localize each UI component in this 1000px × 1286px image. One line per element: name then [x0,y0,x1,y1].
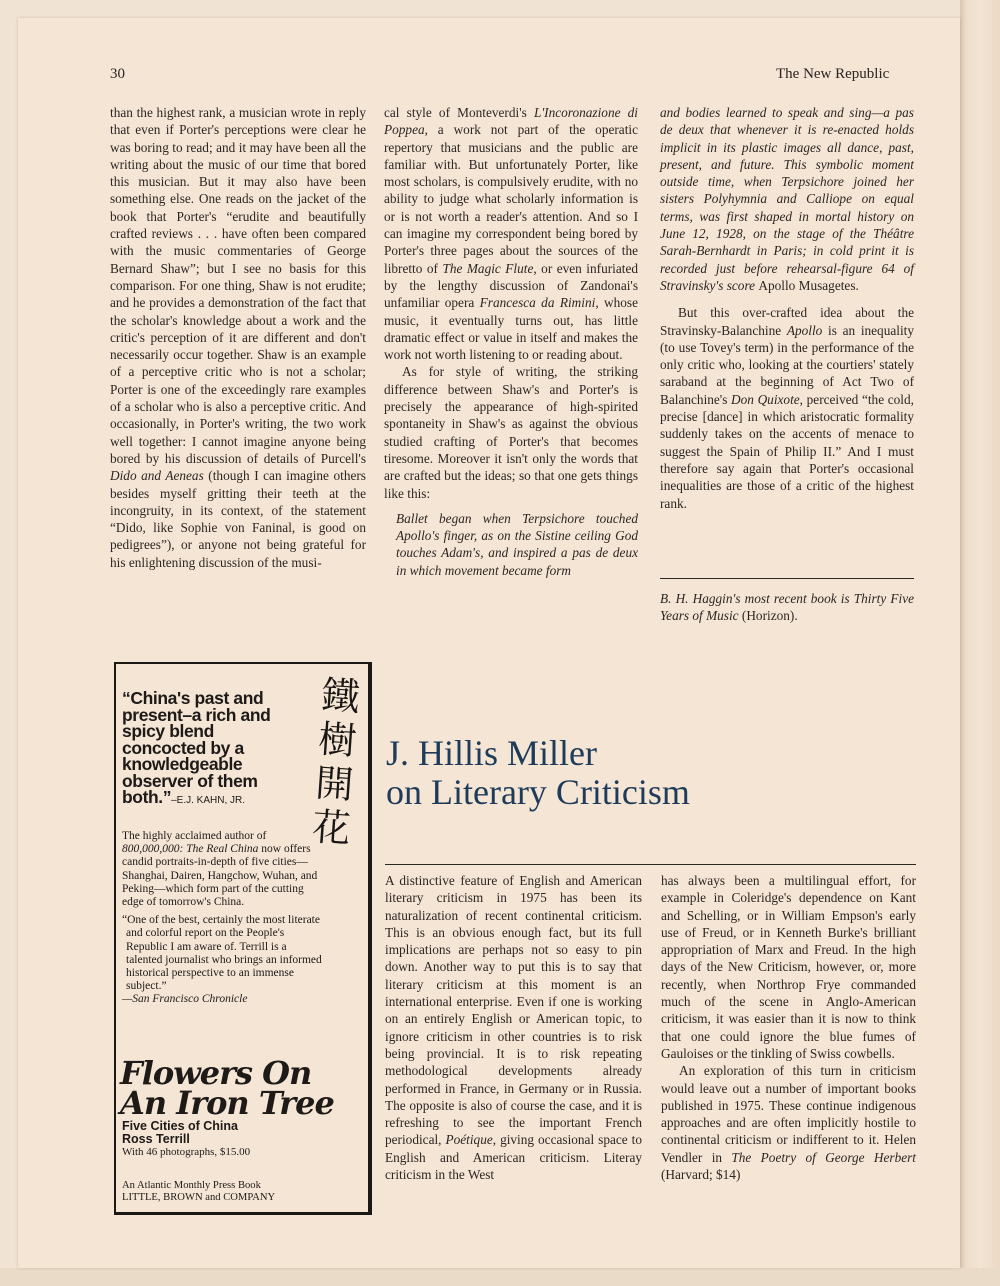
chinese-calligraphy [306,673,366,852]
book-advertisement [114,662,372,1215]
ad-pull-quote [122,690,302,810]
review-column-1 [110,104,366,571]
review-column-3 [660,104,914,512]
text-run: , giving occasional space to English and American criticism. Literay criticism in the West [385,1132,643,1183]
text-run: (though I can imagine others besides myself gritting their teeth at the incongruity, in its context, of the statement “Dido, like Sophie von Faninal, is good on pedigrees”), or anyone not being grateful for his enlightening discussion of the musi- [110,468,366,570]
text-run: (Horizon). [738,608,798,624]
ad-publisher-name: LITTLE, BROWN and COMPANY [122,1192,276,1203]
ad-author: Ross Terrill [122,1132,190,1146]
calligraphy-char: 開 [313,760,355,808]
title-poetique: Poétique [445,1132,493,1148]
title-apollo: Apollo [786,322,823,338]
ad-review-source: —San Francisco Chronicle [122,993,248,1006]
right-page-edge [960,0,1000,1286]
title-800000000: 800,000,000: The Real China [122,843,259,856]
text-run: now offers candid portraits-in-depth of five cities—Shanghai, Dairen, Hangchow, Wuhan, and Peking—which form part of the cutting edge of tomorrow's China. [122,843,318,909]
text-run: cal style of Monteverdi's [384,105,534,120]
review-paragraph [384,104,638,363]
article-headline [386,734,906,812]
bottom-page-edge [0,1268,1000,1286]
article-paragraph [661,1062,916,1183]
text-run: and bodies learned to speak and sing—a pas de deux that whenever it is re-enacted holds implicit in its plastic images all dance, past, present, and future. This symbolic moment outside time, when Terpsichore joined her sisters Polyhymnia and Calliope on equal terms, was first shaped in mortal history on June 12, 1928, on the stage of the Théâtre Sarah-Bernhardt in Paris; in cold print it is recorded just before rehearsal-figure 64 of Stravinsky's score [660,105,914,293]
title-poetry-of-herbert: The Poetry of George Herbert [731,1149,916,1165]
ad-quote-text: “China's past and present–a rich and spicy blend concocted by a knowledgeable observer of them both.” [122,688,271,807]
ad-book-title [120,1054,360,1122]
ad-body [122,830,322,1012]
ad-publisher-line: An Atlantic Monthly Press Book [122,1180,261,1191]
article-paragraph: has always been a multilingual effort, for example in Coleridge's dependence on Kant and Schelling, or in William Empson's early use of Freud, or in Kenneth Burke's brilliant appropriation of Marx and Freud. In the high days of the New Criticism, however, or, more recently, when Northrop Frye commanded much of the scene in Anglo-American criticism, it was easier than it is now to think that one could ignore the blue fumes of Gauloises or the tinkling of Swiss cowbells. [661,873,916,1061]
block-quote: Ballet began when Terpsichore touched Apollo's finger, as on the Sistine ceiling God touches Adam's, and inspired a pas de deux in which movement became form [396,510,638,578]
calligraphy-char: 花 [310,804,352,852]
ad-subtitle: Five Cities of China [122,1119,238,1133]
author-bio [660,590,914,625]
text-run: B. H. Haggin's most recent book is [660,591,854,606]
text-run: But this over-crafted idea about the Stravinsky-Balanchine [660,305,914,338]
author-bio-text [660,590,914,625]
ad-description [122,830,322,909]
article-rule [385,864,916,865]
text-run: An exploration of this turn in criticism would leave out a number of important books published in 1975. These continue indigenous approaches and are often implicitly hostile to continental criticism or indifferent to it. Helen Vendler in [661,1063,916,1165]
calligraphy-char: 鐵 [320,672,362,720]
title-dido: Dido and Aeneas [110,468,204,484]
page-number: 30 [110,66,125,82]
ad-price: With 46 photographs, $15.00 [122,1146,251,1158]
headline-line: on Literary Criticism [386,772,690,812]
title-francesca: Francesca da Rimini [479,295,596,311]
text-run: A distinctive feature of English and American literary criticism in 1975 has been its naturalization of recent continental criticism. This is an obvious enough fact, but its full implications are perhaps not so easy to pin down. Another way to put this is to say that literary criticism at this moment is an international enterprise. Even if one is working on an entirely English or American topic, to ignore criticism in other countries is to risk being provincial. It is to risk repeating methodological developments already performed in France, in Germany or in Russia. The opposite is also of course the case, and it is refreshing to see the important French periodical, [385,873,642,1148]
article-column-2 [661,872,916,1183]
text-run: , or even infuriated by the lengthy discussion of Zandonai's unfamiliar opera [384,260,638,311]
title-thirty-five-years: Thirty Five Years of Music [660,591,915,624]
review-column-2 [384,104,638,579]
text-run: . [855,277,859,293]
ad-review-quote: “One of the best, certainly the most literate and colorful report on the People's Republic I am aware of. Terrill is a talented journalist who brings an informed historical perspective to an immense subject.” [122,914,322,993]
text-run: , a work not part of the operatic repertory that musicians and the public are familiar with. But unfortunately Porter, like most scholars, is compulsively erudite, with no ability to judge what scholarly information is or is not worth a reader's attention. And so I can imagine my correspondent being bored by Porter's three pages about the sources of the libretto of [384,122,638,276]
calligraphy-char: 樹 [317,716,359,764]
title-poppea: L'Incoronazione di Poppea [384,105,638,138]
signature-rule [660,578,914,579]
review-paragraph [660,304,914,512]
headline-line: J. Hillis Miller [386,733,598,773]
ad-publisher [122,1180,342,1204]
article-paragraph [385,872,642,1183]
text-run: than the highest rank, a musician wrote in reply that even if Porter's perceptions were clear he was boring to read; and it may have been all the writing about the music of our time that bored this musician. But it may also have been something else. One reads on the jacket of the book that Porter's “erudite and beautifully crafted reviews . . . have often been compared with the music commentaries of George Bernard Shaw”; but I see no basis for this comparison. For one thing, Shaw is not erudite; and he provides a demonstration of the fact that the scholar's knowledge about a work and the critic's perception of it are different and don't necessarily occur together. Shaw is an example of a perceptive critic who is not a scholar; Porter is one of the exceedingly rare examples of a scholar who is also a perceptive critic. And occasionally, in Porter's writing, the two work well together: I cannot imagine anyone being bored by his discussion of details of Purcell's [110,105,366,466]
ad-book-details [122,1120,342,1159]
ad-title-line: Flowers On [120,1054,312,1092]
text-run: , whose music, it eventually turns out, has little dramatic effect or value in itself and makes the work not worth listening to or reading about. [384,295,638,363]
text-run: , perceived “the cold, precise [dance] in which aristocratic formality suddenly takes on the accents of menace to suggest the Spain of Philip II.” And I must therefore say again that Porter's occasional inequalities are those of a critic of the highest rank. [660,391,914,511]
ad-title-line: An Iron Tree [120,1084,334,1122]
text-run: The highly acclaimed author of [122,830,267,842]
title-apollo-musagetes: Apollo Musagetes [758,277,856,293]
text-run: is an inequality (to use Tovey's term) in the performance of the only critic who, looking at the courtiers' stately saraband at the beginning of Act Two of Balanchine's [660,322,914,407]
title-don-quixote: Don Quixote [731,391,800,407]
text-run: (Harvard; $14) [661,1167,741,1183]
block-quote-continued [660,104,914,294]
ad-quote-attribution: –E.J. KAHN, JR. [171,795,246,806]
review-paragraph: As for style of writing, the striking difference between Shaw's and Porter's is precisely the appearance of high-spirited spontaneity in Shaw's as against the obvious studied crafting of Porter's that becomes tiresome. Moreover it isn't only the words that are crafted but the ideas; so that one gets things like this: [384,364,638,501]
magazine-name: The New Republic [776,66,890,82]
review-paragraph [110,104,366,571]
article-column-1 [385,872,642,1183]
title-magic-flute: The Magic Flute [442,260,534,276]
